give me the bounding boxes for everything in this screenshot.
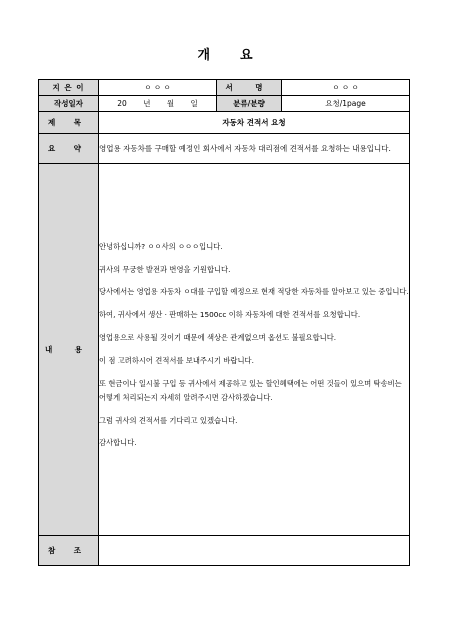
signature-value: ㅇ ㅇ ㅇ [282,80,410,96]
content-paragraph: 그럼 귀사의 견적서를 기다리고 있겠습니다. [99,415,238,425]
page-title [0,44,450,63]
date-label: 작성일자 [39,96,99,112]
category-value: 요청/1page [282,96,410,112]
reference-value [99,536,410,566]
content-body [99,164,410,536]
reference-label: 참 조 [39,536,99,566]
summary-label: 요 약 [39,134,99,164]
content-paragraph: 안녕하십니까? ㅇㅇ사의 ㅇㅇㅇ입니다. [99,241,223,251]
subject-value: 자동차 견적서 요청 [99,112,410,134]
title-char-2: 요 [240,48,253,63]
author-value: ㅇ ㅇ ㅇ [99,80,217,96]
content-paragraph: 또 현금이나 일시불 구입 등 귀사에서 제공하고 있는 할인혜택에는 어떤 것들이 있으며 탁송비는 어떻게 처리되는지 자세히 알려주시면 감사하겠습니다. [99,378,402,402]
overview-table [38,79,410,566]
category-label: 분류/분량 [217,96,282,112]
author-label: 지 은 이 [39,80,99,96]
date-value: 20 년 월 일 [99,96,217,112]
subject-label: 제 목 [39,112,99,134]
content-paragraph: 하여, 귀사에서 생산 · 판매하는 1500cc 이하 자동차에 대한 견적서를 요청합니다. [99,310,361,320]
signature-label: 서 명 [217,80,282,96]
content-paragraph: 감사합니다. [99,438,137,448]
content-paragraph: 귀사의 무궁한 발전과 번영을 기원합니다. [99,264,231,274]
summary-value: 영업용 자동차를 구매할 예정인 회사에서 자동차 대리점에 견적서를 요청하는 내용입니다. [99,134,410,164]
content-paragraph: 당사에서는 영업용 자동차 ㅇ대를 구입할 예정으로 현재 적당한 자동차를 알아보고 있는 중입니다. [99,287,409,297]
content-paragraph: 이 점 고려하시어 견적서를 보내주시기 바랍니다. [99,356,254,365]
title-char-1: 개 [197,48,210,63]
content-paragraph: 영업용으로 사용될 것이기 때문에 색상은 관계없으며 옵션도 불필요합니다. [99,333,337,343]
content-label: 내 용 [39,164,99,536]
